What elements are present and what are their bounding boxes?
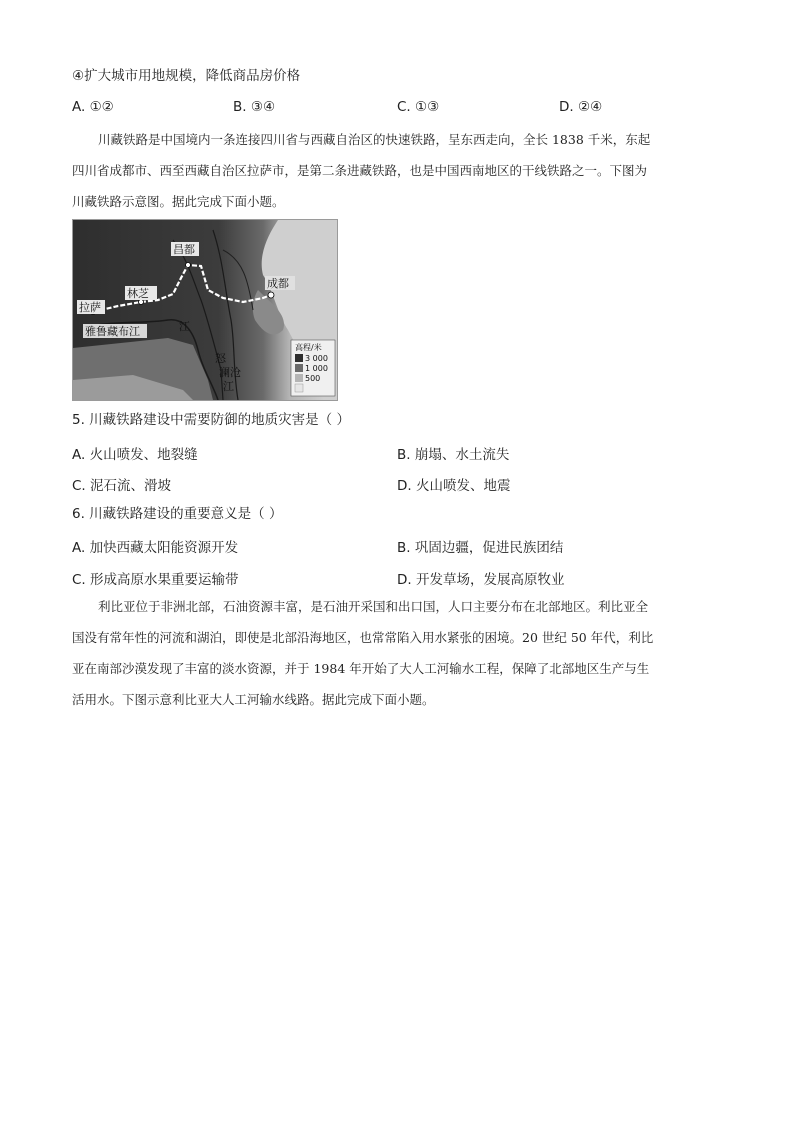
legend-swatch-low	[295, 374, 303, 382]
lancang-jiang-label: 江	[223, 380, 234, 393]
passage-line: 川藏铁路示意图。据此完成下面小题。	[72, 194, 285, 209]
nujiang-label: 怒	[215, 352, 226, 365]
q6-option-b[interactable]: B. 巩固边疆，促进民族团结	[397, 540, 564, 556]
passage-line: 活用水。下图示意利比亚大人工河输水线路。据此完成下面小题。	[72, 692, 435, 707]
passage-sichuan-tibet	[72, 124, 722, 217]
legend-swatch-high	[295, 354, 303, 362]
lancang-label: 澜沧	[219, 366, 241, 379]
passage-line	[72, 124, 722, 155]
prev-choice-b: B. ③④	[233, 99, 276, 115]
prev-choice-c: C. ①③	[397, 99, 440, 115]
q6-option-c[interactable]: C. 形成高原水果重要运输带	[72, 572, 239, 588]
yarlung-label: 雅鲁藏布江	[85, 325, 140, 338]
chengdu-marker	[268, 292, 274, 298]
passage-line: 四川省成都市、西至西藏自治区拉萨市，是第二条进藏铁路，也是中国西南地区的干线铁路之一。下图为	[72, 163, 648, 178]
lhasa-label: 拉萨	[79, 301, 101, 314]
changdu-label: 昌都	[173, 243, 195, 256]
prev-choice-d: D. ②④	[559, 99, 603, 115]
legend-value-3000: 3 000	[305, 354, 328, 363]
legend-title: 高程/米	[295, 343, 322, 352]
q6-option-a[interactable]: A. 加快西藏太阳能资源开发	[72, 540, 239, 556]
passage-line	[72, 591, 722, 622]
elevation-legend	[291, 340, 335, 396]
railway-map	[73, 220, 337, 400]
chengdu-label: 成都	[267, 277, 289, 290]
changdu-marker	[186, 263, 191, 268]
passage-line: 国没有常年性的河流和湖泊，即使是北部沿海地区，也常常陷入用水紧张的困境。20 世纪 50 年代，利比	[72, 630, 654, 645]
q5-option-b[interactable]: B. 崩塌、水土流失	[397, 447, 510, 463]
legend-swatch-mid	[295, 364, 303, 372]
q6-stem: 6. 川藏铁路建设的重要意义是（ ）	[72, 506, 283, 522]
passage-line: 亚在南部沙漠发现了丰富的淡水资源，并于 1984 年开始了大人工河输水工程，保障了北部地区生产与生	[72, 661, 650, 676]
prev-choice-a: A. ①②	[72, 99, 114, 115]
q5-stem: 5. 川藏铁路建设中需要防御的地质灾害是（ ）	[72, 412, 350, 428]
passage-libya	[72, 591, 722, 715]
q6-option-d[interactable]: D. 开发草场，发展高原牧业	[397, 572, 565, 588]
nyingchi-marker	[139, 300, 144, 305]
q5-option-a[interactable]: A. 火山喷发、地裂缝	[72, 447, 198, 463]
passage-line-text: 川藏铁路是中国境内一条连接四川省与西藏自治区的快速铁路，呈东西走向，全长 1838 千米，东起	[98, 132, 651, 147]
legend-value-1000: 1 000	[305, 364, 328, 373]
railway-map-figure	[72, 219, 338, 401]
option-4-text: ④扩大城市用地规模，降低商品房价格	[72, 68, 301, 84]
q5-option-c[interactable]: C. 泥石流、滑坡	[72, 478, 172, 494]
passage-line-text: 利比亚位于非洲北部，石油资源丰富，是石油开采国和出口国，人口主要分布在北部地区。利比亚全	[98, 599, 649, 614]
legend-value-500: 500	[305, 374, 321, 383]
q5-option-d[interactable]: D. 火山喷发、地震	[397, 478, 511, 494]
river-jiang-label: 江	[179, 320, 190, 333]
nyingchi-label: 林芝	[127, 287, 149, 300]
legend-swatch-lowest	[295, 384, 303, 392]
